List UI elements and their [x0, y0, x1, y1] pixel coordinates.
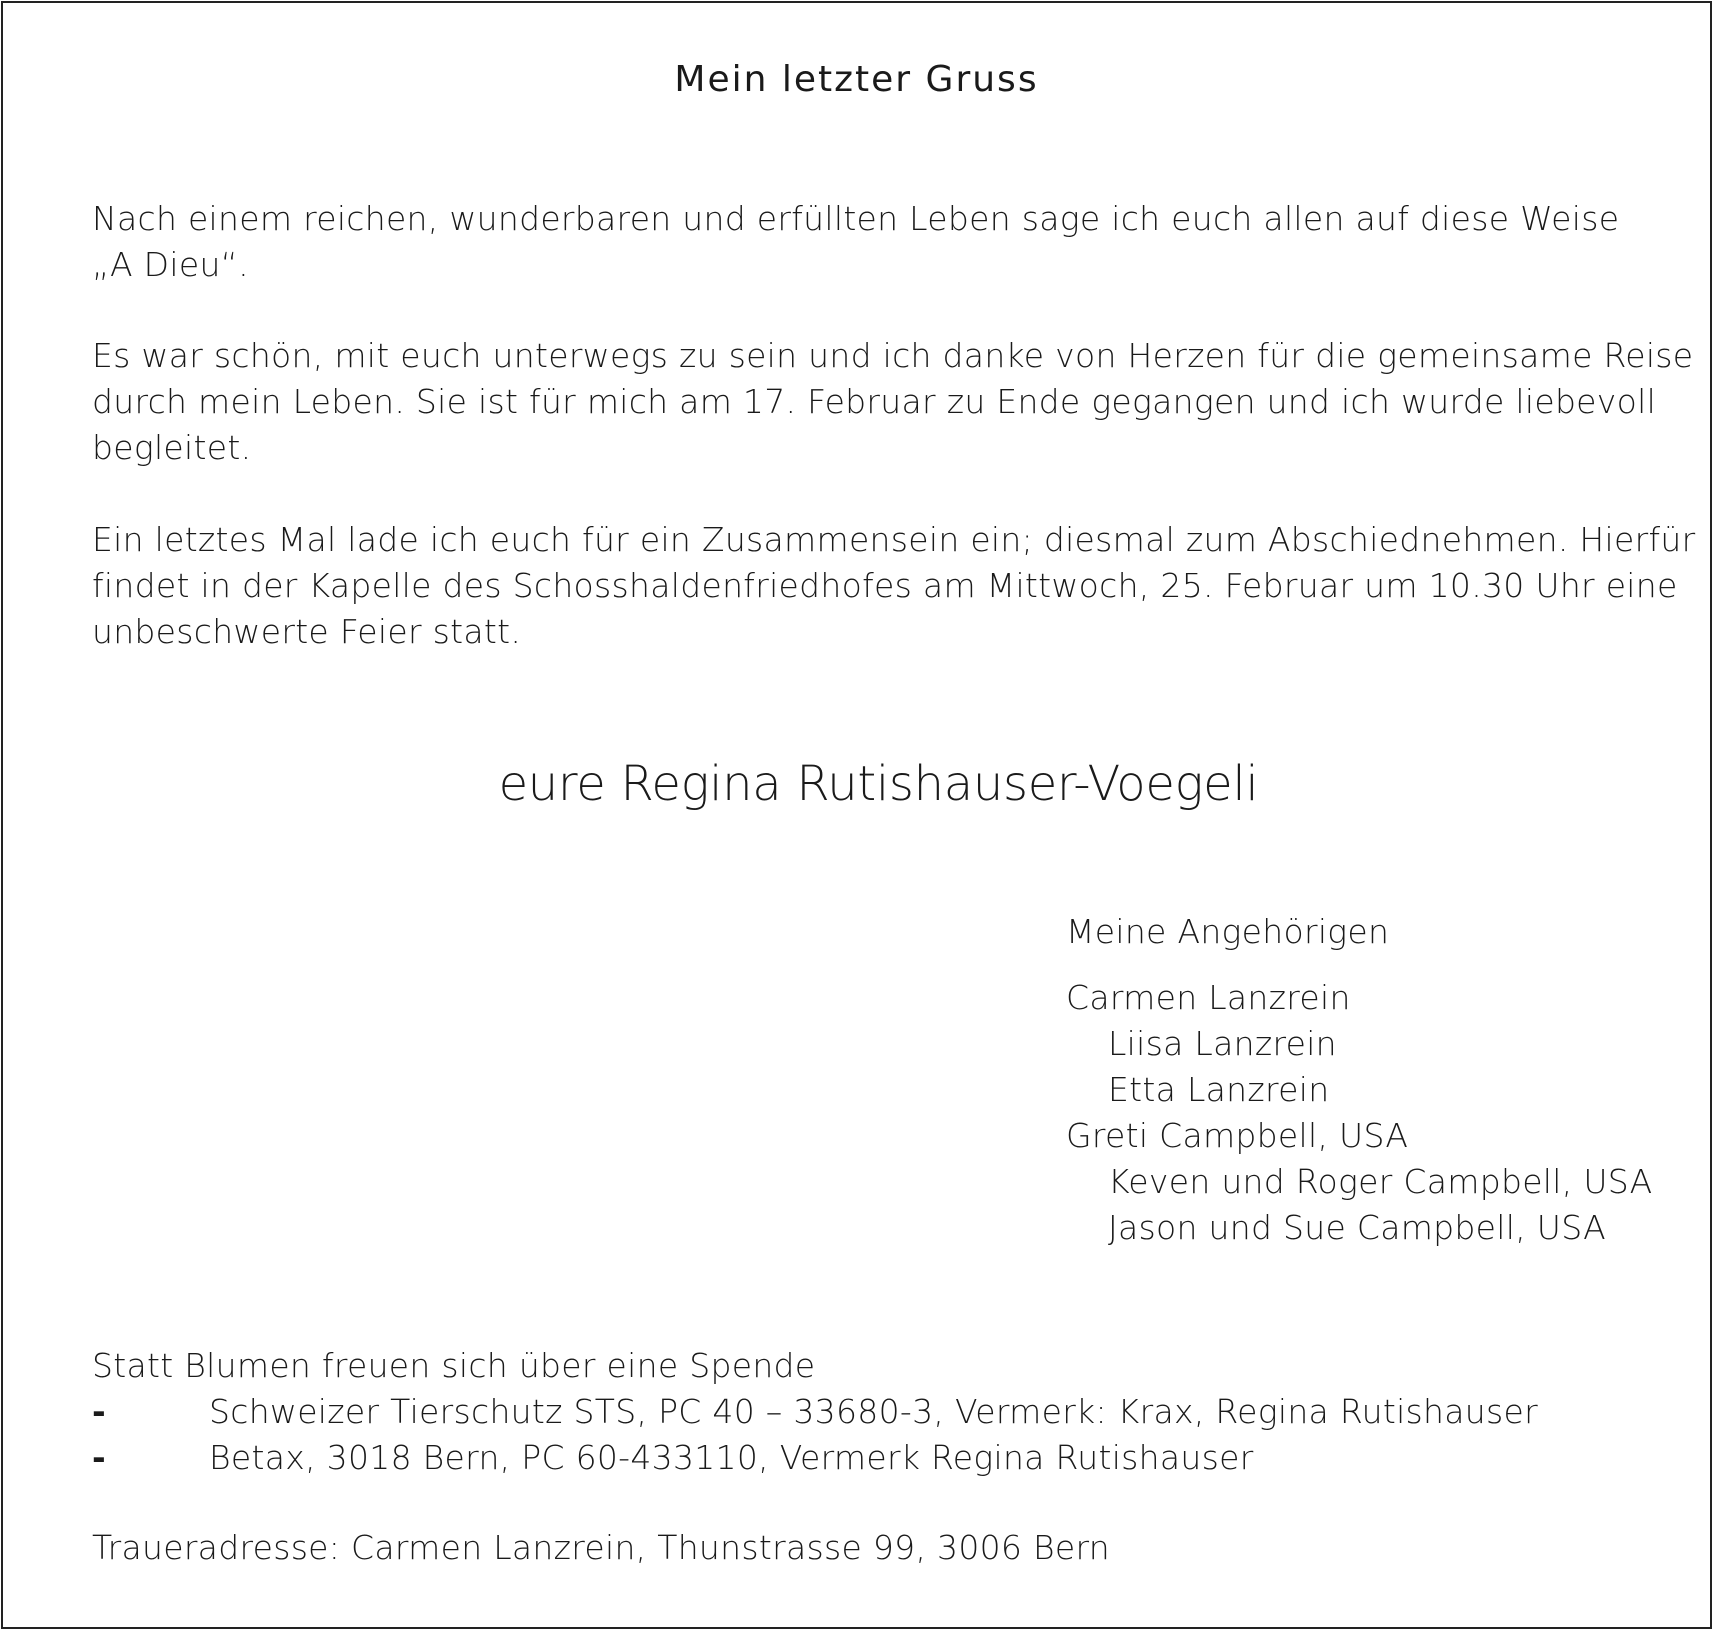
paragraph-line: begleitet. [92, 428, 252, 467]
paragraph-line: „A Dieu“. [92, 245, 249, 284]
donations-intro: Statt Blumen freuen sich über eine Spende [92, 1346, 816, 1385]
paragraph-line: Es war schön, mit euch unterwegs zu sein und ich danke von Herzen für die gemeinsame Reise [92, 336, 1694, 375]
relative-name: Keven und Roger Campbell, USA [1108, 1162, 1653, 1201]
relative-name: Jason und Sue Campbell, USA [1108, 1208, 1606, 1247]
bullet-dash: - [92, 1392, 106, 1431]
paragraph-journey [92, 333, 1694, 471]
donation-text: Schweizer Tierschutz STS, PC 40 – 33680-3, Vermerk: Krax, Regina Rutishauser [209, 1392, 1538, 1431]
relative-name: Etta Lanzrein [1108, 1070, 1330, 1109]
donation-item [92, 1389, 1538, 1435]
relative-name: Carmen Lanzrein [1066, 978, 1351, 1017]
paragraph-invitation [92, 517, 1696, 655]
page-title: Mein letzter Gruss [674, 59, 1039, 100]
donations-block [92, 1343, 1538, 1481]
signature: eure Regina Rutishauser-Voegeli [498, 756, 1259, 812]
relatives-block [1066, 909, 1653, 1251]
paragraph-farewell [92, 196, 1652, 288]
paragraph-line: findet in der Kapelle des Schosshaldenfriedhofes am Mittwoch, 25. Februar um 10.30 Uhr eine [92, 566, 1678, 605]
relative-name: Greti Campbell, USA [1066, 1116, 1409, 1155]
paragraph-line: Nach einem reichen, wunderbaren und erfüllten Leben sage ich euch allen auf diese Weise [92, 199, 1620, 238]
donation-text: Betax, 3018 Bern, PC 60-433110, Vermerk Regina Rutishauser [209, 1438, 1254, 1477]
paragraph-line: Ein letztes Mal lade ich euch für ein Zusammensein ein; diesmal zum Abschiednehmen. Hierfür [92, 520, 1696, 559]
donation-item [92, 1435, 1538, 1481]
bullet-dash: - [92, 1438, 106, 1477]
mourning-address: Traueradresse: Carmen Lanzrein, Thunstrasse 99, 3006 Bern [92, 1528, 1111, 1567]
paragraph-line: durch mein Leben. Sie ist für mich am 17. Februar zu Ende gegangen und ich wurde liebevoll [92, 382, 1657, 421]
paragraph-line: unbeschwerte Feier statt. [92, 612, 522, 651]
relatives-heading: Meine Angehörigen [1066, 912, 1390, 951]
relative-name: Liisa Lanzrein [1108, 1024, 1337, 1063]
